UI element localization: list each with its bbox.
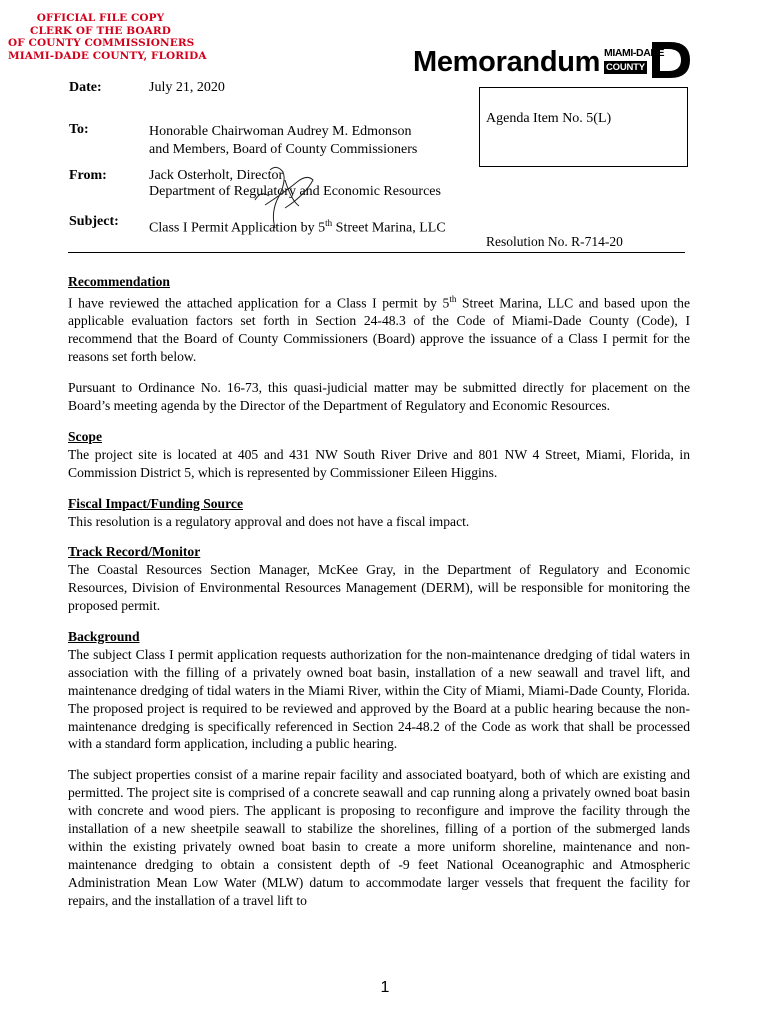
- agenda-item-box: [479, 87, 688, 167]
- from-line-1: Jack Osterholt, Director: [149, 168, 284, 183]
- subject-text-end: Street Marina, LLC: [332, 220, 446, 236]
- from-line-2: Department of Regulatory and Economic Resources: [149, 184, 441, 199]
- stamp-line: OF COUNTY COMMISSIONERS: [8, 37, 195, 49]
- page-number: 1: [380, 979, 390, 996]
- to-line-1: Honorable Chairwoman Audrey M. Edmonson: [149, 124, 412, 139]
- fiscal-text: This resolution is a regulatory approval and does not have a fiscal impact.: [68, 513, 470, 529]
- county-d-logo-icon: [602, 40, 692, 80]
- track-record-text: The Coastal Resources Section Manager, McKee Gray, in the Department of Regulatory and Economic Resources, Division of Environmental Resources Management (DERM), will be responsible for monitoring the proposed permit.: [68, 562, 690, 614]
- memo-body: [68, 273, 690, 923]
- stamp-line: OFFICIAL FILE COPY: [36, 12, 165, 24]
- agenda-item-number: Agenda Item No. 5(L): [486, 111, 612, 126]
- to-line-2: and Members, Board of County Commissioners: [149, 142, 418, 157]
- subject-label: Subject:: [69, 214, 119, 229]
- background-heading: Background: [68, 629, 140, 645]
- scope-section: [68, 428, 690, 482]
- header-divider: [68, 252, 685, 253]
- recommendation-superscript: th: [449, 293, 457, 304]
- background-text-1: The subject Class I permit application requests authorization for the non-maintenance dredging of tidal waters in association with the filling of a privately owned boat basin, installation of a new seawall and travel lift, and maintenance dredging of tidal waters in the Miami River, within the City of Miami, Miami-Dade County, Florida. The proposed project is required to be reviewed and approved by the Board at a public hearing because the non-maintenance dredging is specifically referenced in Section 24-48.2 of the Code as work that shall be processed with a standard form application, including a public hearing.: [68, 646, 690, 752]
- subject-superscript: th: [325, 218, 333, 228]
- recommendation-text-end: Street Marina, LLC and based upon the applicable evaluation factors set forth in Section 24-48.3 of the Code of Miami-Dade County (Code), I recommend that the Board of County Commissioners (Board) approve the issuance of a Class I permit for the reasons set forth below.: [68, 295, 691, 365]
- track-record-heading: Track Record/Monitor: [68, 544, 201, 560]
- scope-text: The project site is located at 405 and 431 NW South River Drive and 801 NW 4 Street, Miami, Florida, in Commission District 5, which is represented by Commissioner Eileen Higgins.: [68, 446, 690, 480]
- ordinance-paragraph: Pursuant to Ordinance No. 16-73, this quasi-judicial matter may be submitted directly for placement on the Board’s meeting agenda by the Director of the Department of Regulatory and Economic Resources.: [68, 380, 690, 413]
- date-label: Date:: [69, 80, 102, 95]
- recommendation-text-start: I have reviewed the attached application for a Class I permit by 5: [68, 295, 450, 311]
- subject-text: Class I Permit Application by 5: [149, 220, 326, 236]
- official-file-copy-stamp: [8, 12, 207, 62]
- stamp-line: MIAMI-DADE COUNTY, FLORIDA: [8, 49, 207, 62]
- stamp-line: CLERK OF THE BOARD: [30, 24, 171, 37]
- fiscal-section: [68, 495, 690, 531]
- background-section: [68, 628, 690, 753]
- recommendation-section: [68, 273, 690, 366]
- memorandum-title: Memorandum: [413, 46, 601, 78]
- recommendation-heading: Recommendation: [68, 274, 170, 289]
- logo-text-county: COUNTY: [606, 62, 645, 73]
- track-record-section: [68, 543, 690, 615]
- to-label: To:: [69, 122, 89, 137]
- recommendation-text: [68, 291, 690, 366]
- fiscal-heading: Fiscal Impact/Funding Source: [68, 495, 243, 511]
- miami-dade-logo: [602, 40, 692, 80]
- date-value: July 21, 2020: [149, 80, 225, 95]
- resolution-number: Resolution No. R-714-20: [486, 234, 623, 249]
- signature-scribble: [225, 160, 335, 235]
- logo-text-miami-dade: MIAMI-DADE: [604, 47, 665, 59]
- background-text-2: The subject properties consist of a marine repair facility and associated boatyard, both of which are existing and permitted. The project site is comprised of a concrete seawall and cap running along a privately owned boat basin with concrete and wood piers. The applicant is proposing to reconfigure and improve the facility through the installation of a new sheetpile seawall to stabilize the shorelines, filling of a portion of the submerged lands within the existing privately owned boat basin to create a more uniform shoreline, maintenance and non-maintenance dredging to obtain a consistent depth of -9 feet National Oceanographic and Atmospheric Administration Mean Low Water (MLW) datum to accommodate larger vessels that frequent the facility for repairs, and the installation of a travel lift to: [68, 767, 690, 908]
- scope-heading: Scope: [68, 428, 102, 444]
- from-label: From:: [69, 168, 107, 183]
